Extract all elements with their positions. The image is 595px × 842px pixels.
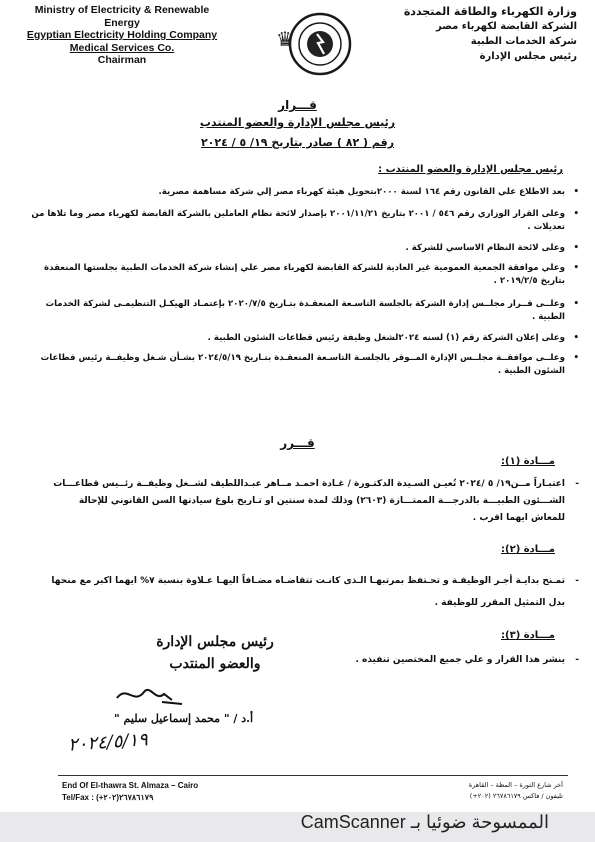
- recital: • وعلي موافقة الجمعية العمومية غير العادية للشركة القابضة لكهرباء مصر علي إنشاء شركة الخدمات الطبية بجلستها المنعقدة بتاريخ ٢٠١٩/٢/٥ .: [44, 263, 579, 286]
- header-ar-chairman: رئيس مجلس الإدارة: [479, 51, 577, 62]
- article-1-text: - اعتبـاراً مــن١٩/ ٥ /٢٠٢٤ تُعيـن السـيدة الدكتـورة / غـادة احمـد مــاهر عبـداللطيف لشــغل وظيفــة رئــيس قطاعـــات الشـــئون الطبيـــة بالدرجـــة الممتـــازة (٢٦٠٣) وذلك لمدة سنتين او تـاريخ بلوغ سيادتها السن القانوني للإحالة للمعاش ايهما اقرب .: [53, 479, 579, 523]
- signatory-title-line1: رئيس مجلس الإدارة: [156, 634, 274, 650]
- article-2-heading: مـــادة (٢):: [501, 544, 555, 555]
- footer-en-address: End Of El-thawra St. Almaza – Cairo: [62, 781, 199, 790]
- footer-divider: [58, 775, 568, 776]
- header-en-ministry: Ministry of Electricity & Renewable Energy: [34, 4, 210, 29]
- company-logo: [268, 6, 360, 80]
- header-ar-holding: الشركة القابضة لكهرباء مصر: [436, 21, 577, 32]
- eagle-emblem: ♛: [276, 27, 294, 51]
- footer-ar-address: آخر شارع الثورة – المظة – القاهرة: [468, 781, 563, 789]
- decision-heading: قـــرر: [280, 436, 315, 450]
- article-1-heading: مـــادة (١):: [501, 456, 555, 467]
- recital: • وعلــى قــرار مجلــس إدارة الشركة بالجلسة التاسـعة المنعقـدة بتـاريخ ٢٠٢٠/٧/٥ بإعتمـاد الهيكـل التنظيمـى لشركة الخدمات الطبية .: [45, 299, 579, 322]
- camscanner-watermark: الممسوحة ضوئيا بـ CamScanner: [300, 812, 549, 832]
- header-ar-company: شركة الخدمات الطبية: [470, 36, 577, 47]
- article-2-text: - تمـنح بدايـة أجـر الوظيفـة و تحـتفظ بمرتبهـا الـذى كانـت تتقاضـاه مضـافاً اليهـا عـلاوة بنسبة ٧% ايهما اكبر مع منحها بدل التمثيل المقرر للوظيفة .: [51, 576, 579, 608]
- signatory-name: أ.د / " محمد إسماعيل سليم ": [114, 712, 254, 725]
- header-ar: [367, 4, 577, 64]
- footer-ar-phone: تليفون / فاكس ٢٦٧٨٦١٧٩ (٢٠٢+): [469, 792, 563, 800]
- header-en-holding: Egyptian Electricity Holding Company: [26, 29, 218, 41]
- article-3-heading: مـــادة (٣):: [501, 630, 555, 641]
- recital: • بعد الاطلاع علي القانون رقم ١٦٤ لسنة ٢٠٠٠بتحويل هيئة كهرباء مصر إلي شركة مساهمة مصرية.: [158, 187, 579, 197]
- signatory-title: [150, 634, 280, 672]
- signatory-title-line2: والعضو المنتدب: [169, 656, 261, 672]
- header-ar-ministry: وزارة الكهرباء والطاقة المتجددة: [403, 5, 577, 18]
- footer-ar: [469, 780, 563, 802]
- recital: • وعلى إعلان الشركة رقم (١) لسنه ٢٠٢٤لشغل وظيفة رئيس قطاعات الشئون الطبية .: [207, 333, 579, 343]
- decision-number: رقم ( ٨٢ ) صادر بتاريخ ١٩/ ٥ / ٢٠٢٤: [200, 136, 395, 149]
- recital: • وعلى لائحة النظام الاساسي للشركة .: [405, 243, 579, 253]
- header-en-chairman: Chairman: [97, 54, 147, 66]
- footer-en: [62, 780, 198, 804]
- decision-title: قـــرار: [278, 98, 317, 112]
- handwritten-signature: [112, 680, 192, 710]
- issuer-title: رئيس مجلس الإدارة والعضو المنتدب: [199, 116, 396, 129]
- header-en: [22, 4, 222, 67]
- recital: • وعلــى موافقــة مجلــس الإدارة المــوقر بالجلسـة التاسـعة المنعقـدة بتـاريخ ٢٠٢٤/٥/١٩ بشـأن شـغل وظيفــة رئيس قطاعات الشئون الطبية .: [40, 353, 579, 376]
- recital: • وعلى القرار الوزاري رقم ٥٤٦ / ٢٠٠١ بتاريخ ٢٠٠١/١١/٢١ بإصدار لائحة نظام العاملين بالشركة القابضة لكهرباء مصر وما تلاها من تعديلات .: [31, 209, 579, 232]
- header-en-company: Medical Services Co.: [69, 41, 175, 54]
- intro-line: رئيس مجلس الإدارة والعضو المنتدب :: [378, 164, 563, 175]
- article-3-text: - ينشر هذا القرار و علي جميع المختصين تنفيذه .: [355, 655, 579, 665]
- handwritten-date: ٢٠٢٤/٥/١٩: [67, 729, 149, 756]
- footer-en-phone: Tel/Fax : (+٢٠٢)٢٦٧٨٦١٧٩: [62, 793, 154, 802]
